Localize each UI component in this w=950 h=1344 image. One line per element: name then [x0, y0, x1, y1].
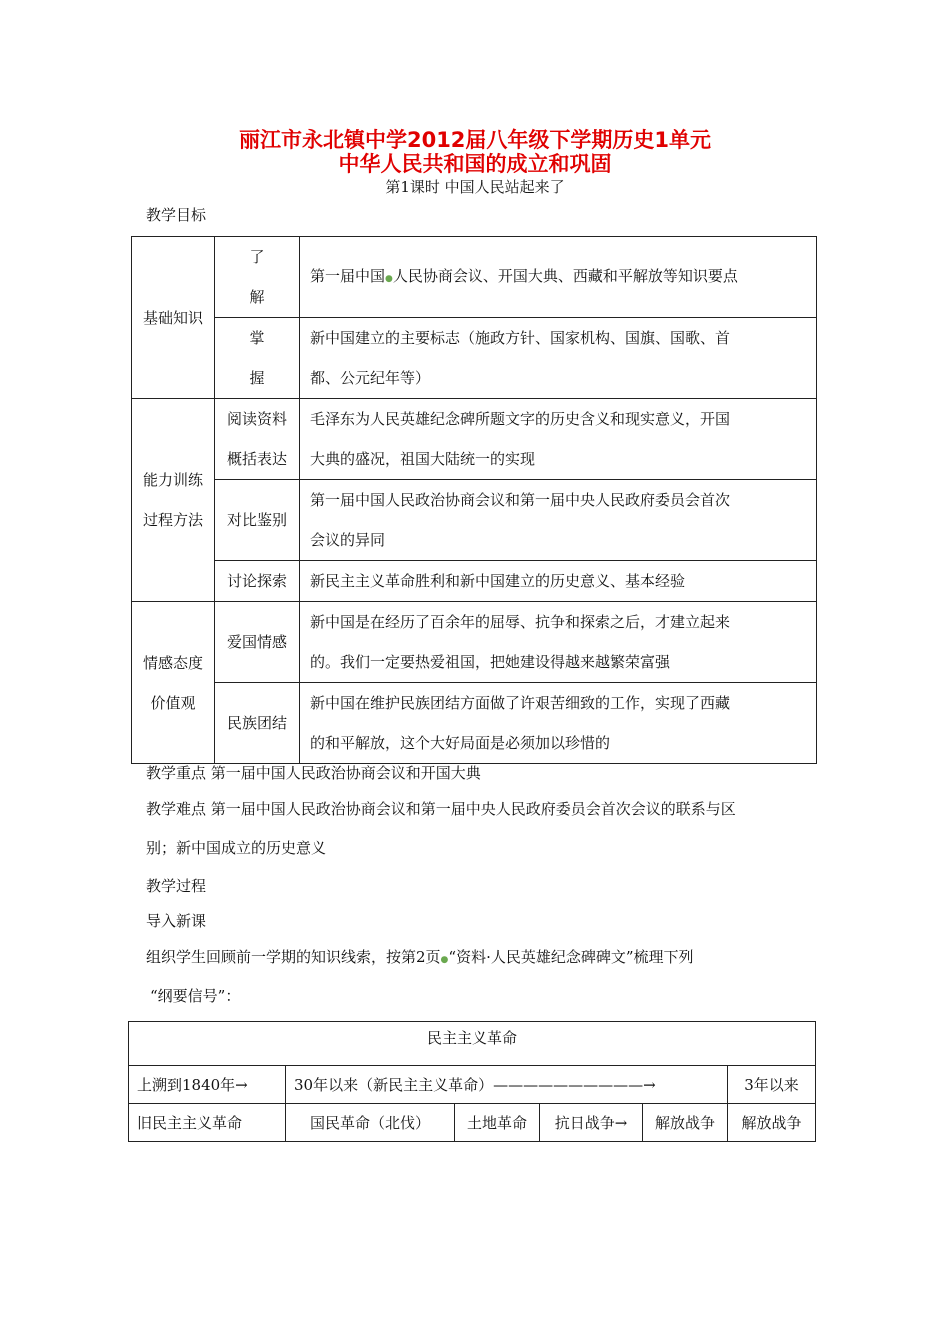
description-line: 新中国是在经历了百余年的屈辱、抗争和探索之后，才建立起来 — [310, 613, 731, 631]
subcategory-bottom: 解 — [249, 288, 265, 306]
description-cell — [300, 683, 817, 764]
description-cell: 新民主主义革命胜利和新中国建立的历史意义、基本经验 — [300, 561, 817, 602]
description-line: 大典的盛况，祖国大陆统一的实现 — [310, 450, 536, 468]
revolution-table — [128, 1021, 816, 1142]
description-cell — [300, 237, 817, 318]
category-ability — [132, 399, 215, 602]
marker-dot: ● — [440, 955, 449, 965]
category-basic: 基础知识 — [132, 237, 215, 399]
intro-text-line2: “纲要信号”： — [150, 987, 241, 1005]
table-cell: 30年以来（新民主主义革命）——————————→ — [286, 1066, 728, 1104]
key-point: 教学重点 第一届中国人民政治协商会议和开国大典 — [146, 764, 481, 782]
table-row — [132, 237, 817, 318]
table-cell: 抗日战争→ — [540, 1104, 643, 1142]
subcategory-cell: 讨论探索 — [215, 561, 300, 602]
difficulty-line2: 别；新中国成立的历史意义 — [146, 839, 327, 857]
subcategory-top: 掌 — [249, 329, 265, 347]
subcategory-bottom: 握 — [249, 369, 265, 387]
table-cell: 土地革命 — [455, 1104, 540, 1142]
description-line: 第一届中国人民政治协商会议和第一届中央人民政府委员会首次 — [310, 491, 731, 509]
description-cell — [300, 480, 817, 561]
intro-label: 导入新课 — [146, 912, 207, 930]
table-cell: 旧民主主义革命 — [129, 1104, 286, 1142]
description-line: 都、公元纪年等） — [310, 369, 431, 387]
subcategory-cell — [215, 399, 300, 480]
table-row — [132, 561, 817, 602]
table-cell: 上溯到1840年→ — [129, 1066, 286, 1104]
table-row — [132, 480, 817, 561]
description-line: 毛泽东为人民英雄纪念碑所题文字的历史含义和现实意义，开国 — [310, 410, 731, 428]
table-row — [129, 1022, 816, 1066]
description-part: 人民协商会议、开国大典、西藏和平解放等知识要点 — [392, 266, 738, 285]
objectives-table — [131, 236, 817, 764]
description-line: 的。我们一定要热爱祖国，把她建设得越来越繁荣富强 — [310, 653, 671, 671]
subcategory-cell — [215, 237, 300, 318]
table-row — [129, 1104, 816, 1142]
description-line: 会议的异同 — [310, 531, 386, 549]
marker-dot: ● — [385, 273, 393, 284]
lesson-title: 第1课时 中国人民站起来了 — [385, 178, 565, 196]
table-cell: 解放战争 — [728, 1104, 816, 1142]
intro-text-part: 组织学生回顾前一学期的知识线索，按第2页 — [146, 948, 441, 966]
table-row — [132, 602, 817, 683]
table-cell: 解放战争 — [643, 1104, 728, 1142]
objectives-label: 教学目标 — [146, 206, 207, 224]
description-cell — [300, 399, 817, 480]
description-part: 第一届中国 — [310, 266, 386, 285]
table-row — [132, 683, 817, 764]
subcategory-cell — [215, 318, 300, 399]
subcategory-cell: 民族团结 — [215, 683, 300, 764]
subcategory-cell: 对比鉴别 — [215, 480, 300, 561]
category-line: 过程方法 — [142, 511, 203, 529]
category-line: 情感态度 — [142, 653, 203, 672]
description-line: 新中国在维护民族团结方面做了许艰苦细致的工作，实现了西藏 — [310, 694, 731, 712]
subcategory-bottom: 概括表达 — [226, 450, 287, 468]
subcategory-top: 阅读资料 — [226, 410, 287, 428]
subcategory-cell: 爱国情感 — [215, 602, 300, 683]
category-emotion — [132, 602, 215, 764]
intro-text — [146, 947, 694, 970]
description-line: 的和平解放，这个大好局面是必须加以珍惜的 — [310, 734, 611, 752]
table-row — [132, 318, 817, 399]
description-line: 新中国建立的主要标志（施政方针、国家机构、国旗、国歌、首 — [310, 329, 731, 347]
category-line: 价值观 — [150, 693, 196, 712]
intro-text-part: “资料·人民英雄纪念碑碑文”梳理下列 — [448, 948, 694, 966]
subcategory-top: 了 — [249, 248, 265, 266]
description-cell — [300, 318, 817, 399]
process-label: 教学过程 — [146, 877, 207, 895]
difficulty-line1: 教学难点 第一届中国人民政治协商会议和第一届中央人民政府委员会首次会议的联系与区 — [146, 800, 736, 818]
description-cell — [300, 602, 817, 683]
table-cell: 3年以来 — [728, 1066, 816, 1104]
table-header: 民主主义革命 — [129, 1022, 816, 1066]
table-cell: 国民革命（北伐） — [286, 1104, 455, 1142]
table-row — [132, 399, 817, 480]
document-title-line1: 丽江市永北镇中学2012届八年级下学期历史1单元 — [238, 128, 712, 152]
table-row — [129, 1066, 816, 1104]
document-title-line2: 中华人民共和国的成立和巩固 — [338, 152, 612, 176]
category-line: 能力训练 — [142, 471, 203, 489]
